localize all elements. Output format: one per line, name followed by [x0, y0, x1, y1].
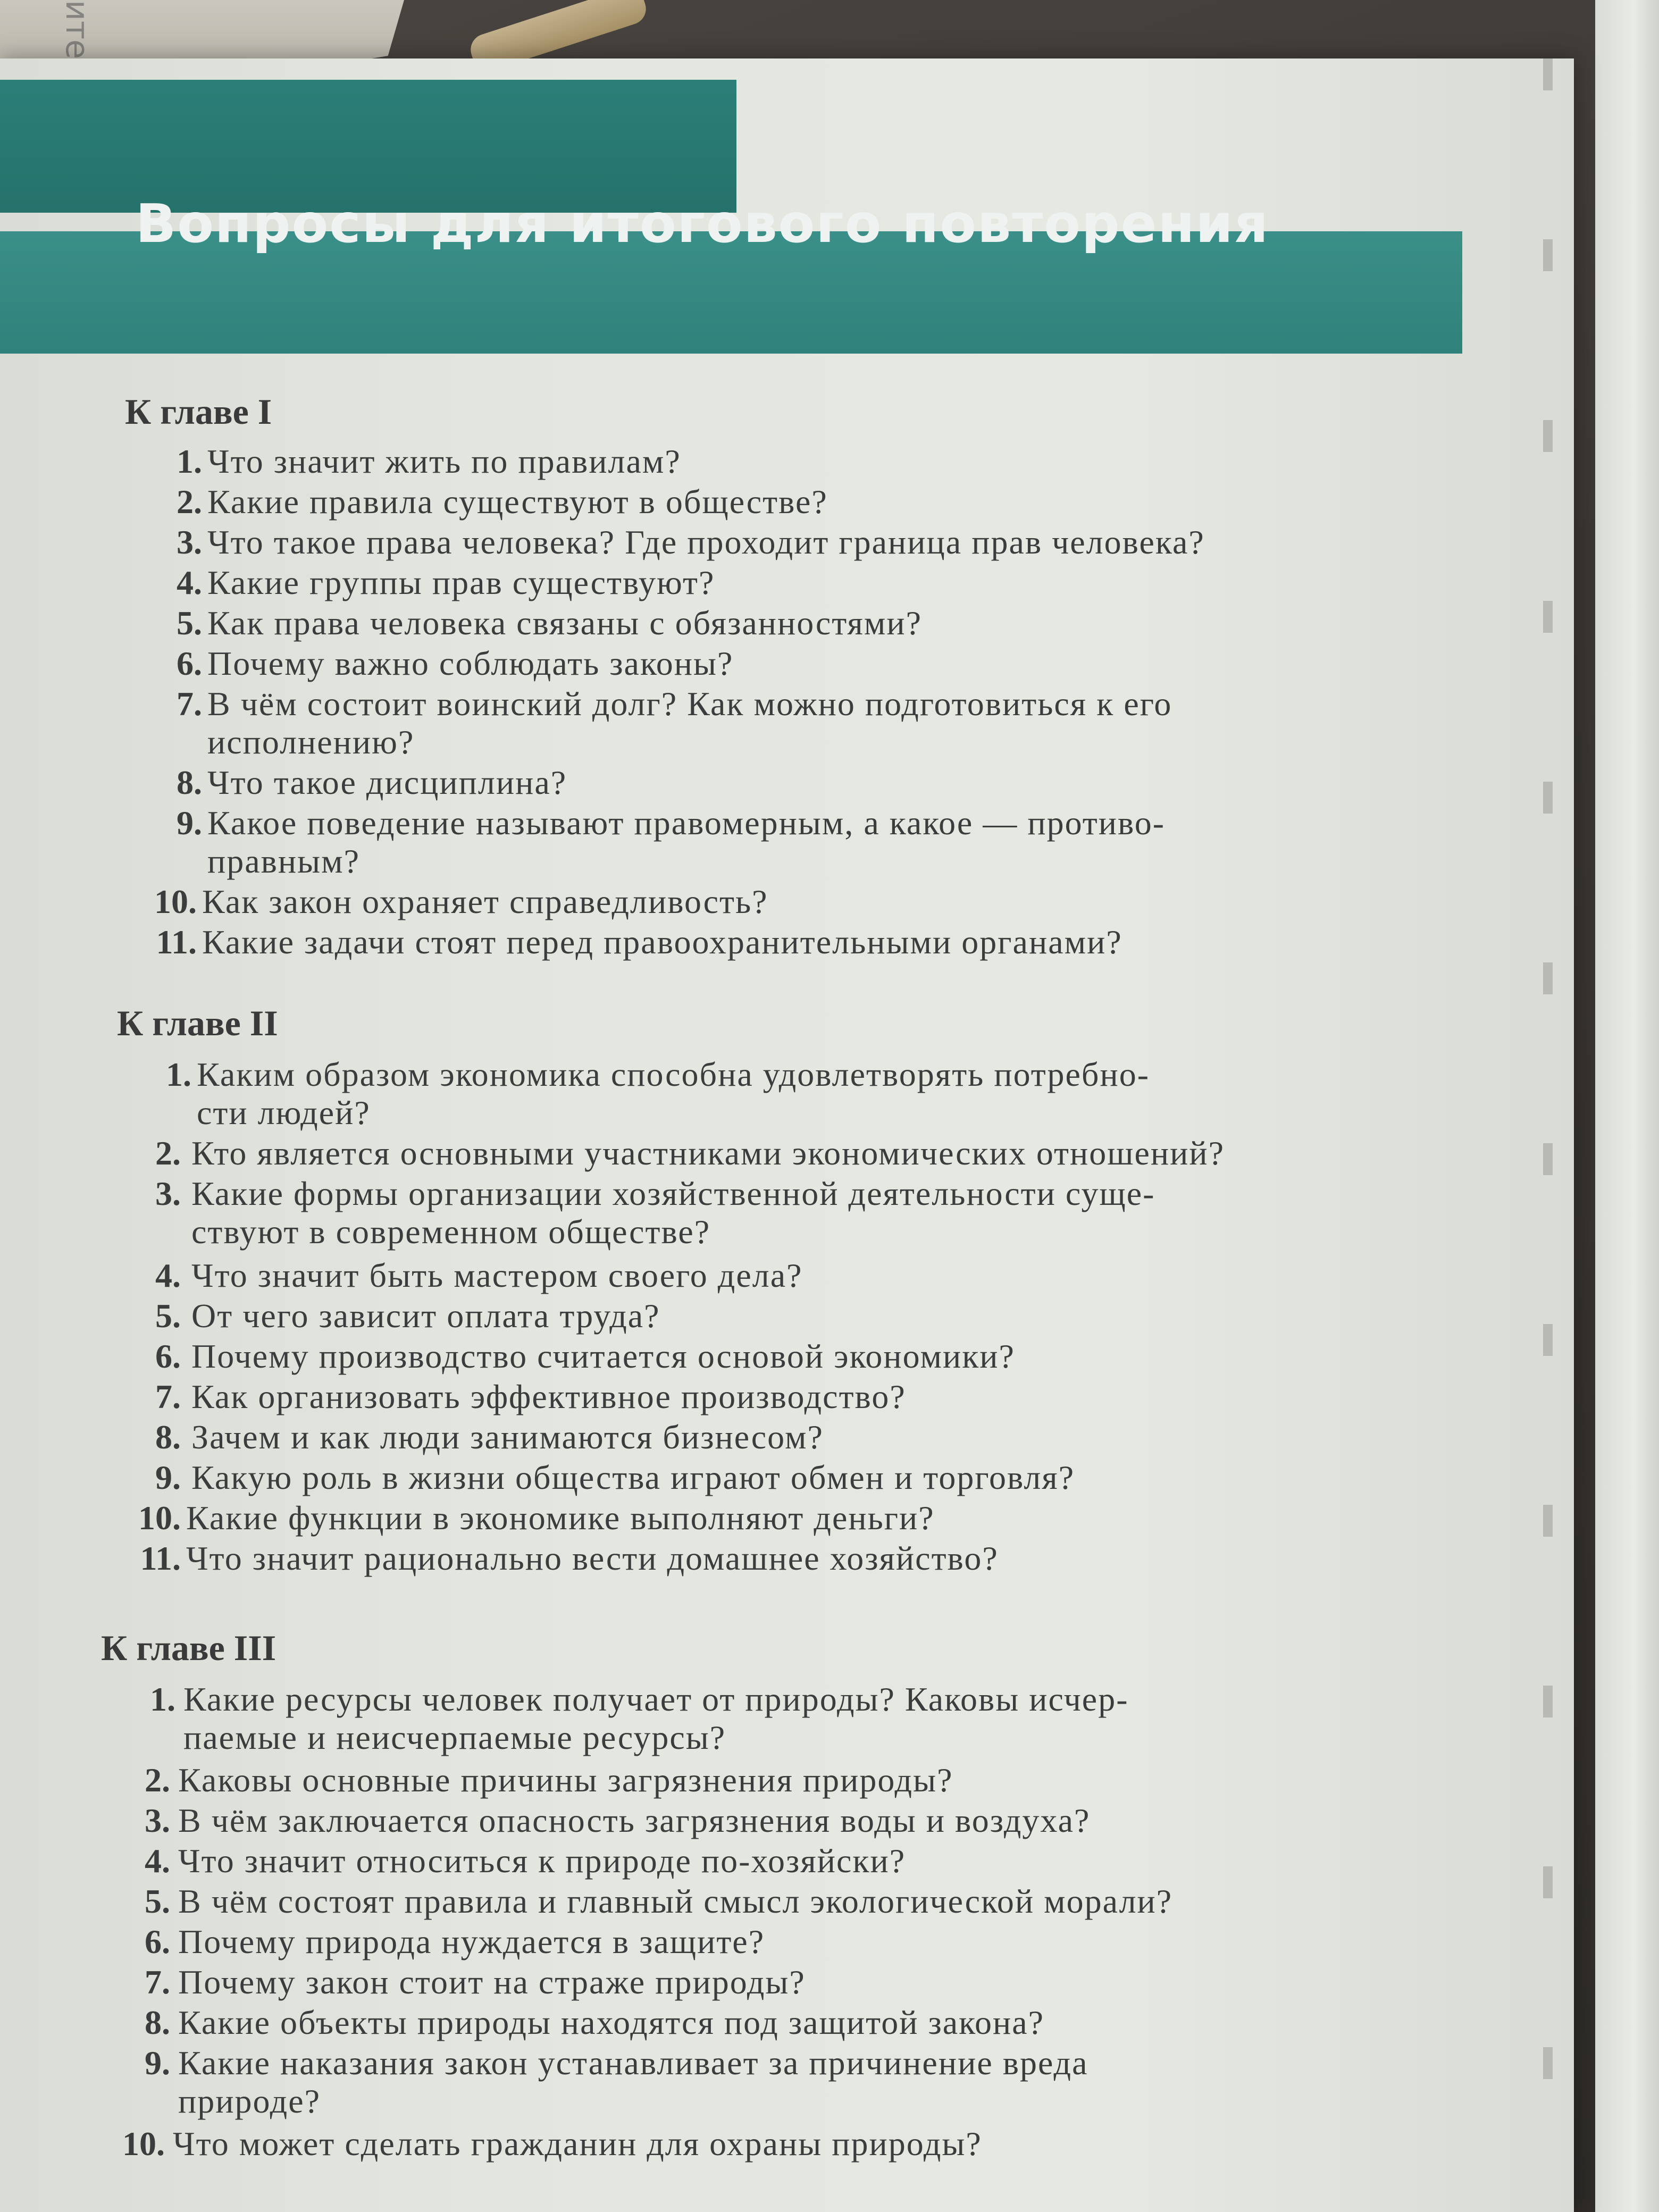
question-number: 10.: [154, 883, 197, 920]
question-text: Какое поведение называют правомерным, а какое — противо- правным?: [207, 804, 1166, 880]
question-text: Зачем и как люди занимаются бизнесом?: [191, 1418, 824, 1456]
question-text: Какие формы организации хозяйственной деятельности суще- ствуют в современном обществе?: [191, 1175, 1155, 1251]
question-text: Почему закон стоит на страже природы?: [178, 1963, 806, 2001]
question-text: Что значит рационально вести домашнее хозяйство?: [186, 1539, 999, 1577]
question-number: 3.: [155, 1175, 181, 1212]
section-title-chapter-1: К главе I: [125, 391, 272, 432]
question-text: В чём состоят правила и главный смысл экологической морали?: [178, 1882, 1173, 1920]
question-text: Каким образом экономика способна удовлетворять потребно- сти людей?: [197, 1055, 1150, 1132]
question-text: Как организовать эффективное производство?: [191, 1378, 906, 1415]
question-text: Что значит быть мастером своего дела?: [191, 1256, 803, 1294]
question-text: Какие группы прав существуют?: [207, 564, 715, 601]
question-number: 1.: [166, 1055, 191, 1093]
question-number: 11.: [140, 1539, 181, 1577]
question-number: 10.: [138, 1499, 181, 1537]
question-text: Что такое права человека? Где проходит граница прав человека?: [207, 523, 1205, 561]
question-number: 1.: [150, 1680, 175, 1718]
question-number: 2.: [145, 1761, 170, 1799]
question-text: Какие правила существуют в обществе?: [207, 483, 828, 521]
question-text: Почему важно соблюдать законы?: [207, 644, 734, 682]
question-number: 6.: [155, 1337, 181, 1375]
question-text: Какую роль в жизни общества играют обмен и торговля?: [191, 1459, 1075, 1496]
question-number: 3.: [177, 523, 202, 561]
question-text: Какие задачи стоят перед правоохранительными органами?: [202, 923, 1122, 961]
question-text: Как закон охраняет справедливость?: [202, 883, 768, 920]
question-text: Как права человека связаны с обязанностями?: [207, 604, 922, 642]
question-number: 5.: [177, 604, 202, 642]
question-number: 9.: [155, 1459, 181, 1496]
binding-stitch: [1543, 58, 1553, 2212]
question-number: 4.: [177, 564, 202, 601]
question-text: Какие функции в экономике выполняют деньги?: [186, 1499, 935, 1537]
question-number: 6.: [177, 644, 202, 682]
question-text: Какие наказания закон устанавливает за причинение вреда природе?: [178, 2044, 1088, 2120]
page-title: Вопросы для итогового повторения: [136, 192, 1269, 255]
question-number: 7.: [155, 1378, 181, 1415]
question-number: 8.: [177, 764, 202, 801]
question-text: Каковы основные причины загрязнения природы?: [178, 1761, 953, 1799]
question-number: 9.: [177, 804, 202, 842]
question-text: В чём заключается опасность загрязнения воды и воздуха?: [178, 1802, 1091, 1839]
question-number: 7.: [145, 1963, 170, 2001]
question-text: От чего зависит оплата труда?: [191, 1297, 660, 1335]
question-number: 11.: [156, 923, 197, 961]
question-number: 4.: [145, 1842, 170, 1880]
question-number: 10.: [122, 2125, 165, 2163]
question-number: 1.: [177, 442, 202, 480]
question-text: Какие объекты природы находятся под защитой закона?: [178, 2004, 1045, 2041]
question-text: Почему природа нуждается в защите?: [178, 1923, 765, 1960]
question-number: 4.: [155, 1256, 181, 1294]
question-text: Какие ресурсы человек получает от природы? Каковы исчер- паемые и неисчерпаемые ресурсы?: [183, 1680, 1129, 1756]
section-title-chapter-2: К главе II: [117, 1003, 278, 1043]
question-number: 5.: [155, 1297, 181, 1335]
question-number: 2.: [155, 1134, 181, 1172]
question-number: 8.: [155, 1418, 181, 1456]
question-number: 3.: [145, 1802, 170, 1839]
question-text: Что такое дисциплина?: [207, 764, 567, 801]
question-text: Кто является основными участниками экономических отношений?: [191, 1134, 1225, 1172]
section-title-chapter-3: К главе III: [101, 1628, 276, 1668]
question-text: Что может сделать гражданин для охраны природы?: [173, 2125, 982, 2163]
question-number: 5.: [145, 1882, 170, 1920]
next-page-edge: [1595, 0, 1659, 2212]
question-number: 2.: [177, 483, 202, 521]
question-number: 9.: [145, 2044, 170, 2082]
question-number: 7.: [177, 685, 202, 723]
question-text: Что значит относиться к природе по-хозяйски?: [178, 1842, 906, 1880]
question-text: В чём состоит воинский долг? Как можно подготовиться к его исполнению?: [207, 685, 1172, 761]
question-text: Что значит жить по правилам?: [207, 442, 681, 480]
question-number: 6.: [145, 1923, 170, 1960]
question-number: 8.: [145, 2004, 170, 2041]
question-text: Почему производство считается основой экономики?: [191, 1337, 1015, 1375]
